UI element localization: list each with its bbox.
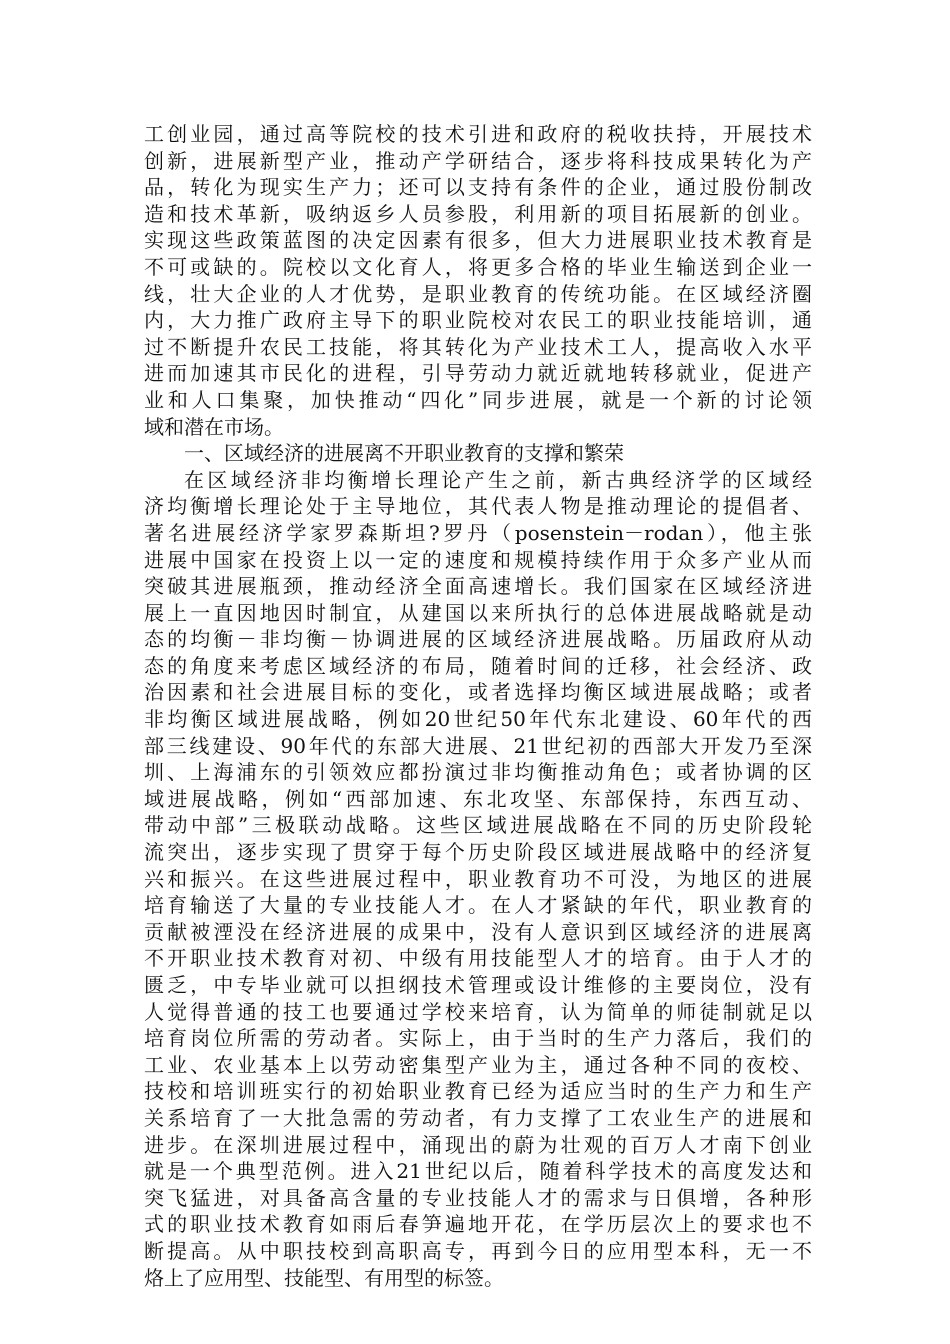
text-line: 技校和培训班实行的初始职业教育已经为适应当时的生产力和生产 <box>144 1079 812 1104</box>
text-line: 人觉得普通的技工也要通过学校来培育，认为简单的师徒制就足以 <box>144 999 812 1024</box>
text-line: 进步。在深圳进展过程中，涌现出的蔚为壮观的百万人才南下创业 <box>144 1132 812 1157</box>
text-line: 圳、上海浦东的引领效应都扮演过非均衡推动角色；或者协调的区 <box>144 760 812 785</box>
text-line: 态的均衡－非均衡－协调进展的区域经济进展战略。历届政府从动 <box>144 627 812 652</box>
document-body <box>144 121 812 1291</box>
text-line: 一、区域经济的进展离不开职业教育的支撑和繁荣 <box>184 441 624 466</box>
text-line: 创新，进展新型产业，推动产学研结合，逐步将科技成果转化为产 <box>144 148 812 173</box>
text-line: 线，壮大企业的人才优势，是职业教育的传统功能。在区域经济圈 <box>144 281 812 306</box>
text-line: 部三线建设、90年代的东部大进展、21世纪初的西部大开发乃至深 <box>144 733 812 758</box>
text-line: 就是一个典型范例。进入21世纪以后，随着科学技术的高度发达和 <box>144 1159 812 1184</box>
text-line: 域和潜在市场。 <box>144 414 284 439</box>
text-line: 态的角度来考虑区域经济的布局，随着时间的迁移，社会经济、政 <box>144 653 812 678</box>
text-line: 治因素和社会进展目标的变化，或者选择均衡区域进展战略；或者 <box>144 680 812 705</box>
paragraph <box>144 121 812 440</box>
text-line: 关系培育了一大批急需的劳动者，有力支撑了工农业生产的进展和 <box>144 1105 812 1130</box>
text-line: 造和技术革新，吸纳返乡人员参股，利用新的项目拓展新的创业。 <box>144 201 812 226</box>
section-heading <box>144 440 812 467</box>
text-line: 济均衡增长理论处于主导地位，其代表人物是推动理论的提倡者、 <box>144 494 812 519</box>
text-line: 不开职业技术教育对初、中级有用技能型人才的培育。由于人才的 <box>144 946 812 971</box>
text-line: 著名进展经济学家罗森斯坦?罗丹（posenstein－rodan），他主张 <box>144 520 812 545</box>
text-line: 带动中部”三极联动战略。这些区域进展战略在不同的历史阶段轮 <box>144 813 812 838</box>
text-line: 域进展战略，例如“西部加速、东北攻坚、东部保持，东西互动、 <box>144 786 812 811</box>
paragraph <box>144 467 812 1291</box>
text-line: 式的职业技术教育如雨后春笋遍地开花，在学历层次上的要求也不 <box>144 1212 812 1237</box>
text-line: 烙上了应用型、技能型、有用型的标签。 <box>144 1265 504 1290</box>
text-line: 进展中国家在投资上以一定的速度和规模持续作用于众多产业从而 <box>144 547 812 572</box>
text-line: 工业、农业基本上以劳动密集型产业为主，通过各种不同的夜校、 <box>144 1052 812 1077</box>
text-line: 突破其进展瓶颈，推动经济全面高速增长。我们国家在区域经济进 <box>144 574 812 599</box>
text-line: 匮乏，中专毕业就可以担纲技术管理或设计维修的主要岗位，没有 <box>144 973 812 997</box>
text-line: 不可或缺的。院校以文化育人，将更多合格的毕业生输送到企业一 <box>144 254 812 279</box>
text-line: 培育输送了大量的专业技能人才。在人才紧缺的年代，职业教育的 <box>144 893 812 918</box>
text-line: 实现这些政策蓝图的决定因素有很多，但大力进展职业技术教育是 <box>144 228 812 253</box>
text-line: 兴和振兴。在这些进展过程中，职业教育功不可没，为地区的进展 <box>144 866 812 891</box>
text-line: 贡献被湮没在经济进展的成果中，没有人意识到区域经济的进展离 <box>144 919 812 944</box>
text-line: 业和人口集聚，加快推动“四化”同步进展，就是一个新的讨论领 <box>144 387 812 412</box>
text-line: 进而加速其市民化的进程，引导劳动力就近就地转移就业，促进产 <box>144 361 812 386</box>
text-line: 工创业园，通过高等院校的技术引进和政府的税收扶持，开展技术 <box>144 122 812 146</box>
text-line: 内，大力推广政府主导下的职业院校对农民工的职业技能培训，通 <box>144 308 812 333</box>
text-line: 培育岗位所需的劳动者。实际上，由于当时的生产力落后，我们的 <box>144 1026 812 1051</box>
text-line: 在区域经济非均衡增长理论产生之前，新古典经济学的区域经 <box>184 467 812 492</box>
text-line: 过不断提升农民工技能，将其转化为产业技术工人，提高收入水平 <box>144 334 812 359</box>
text-line: 流突出，逐步实现了贯穿于每个历史阶段区域进展战略中的经济复 <box>144 840 812 865</box>
text-line: 非均衡区域进展战略，例如20世纪50年代东北建设、60年代的西 <box>144 707 812 732</box>
text-line: 断提高。从中职技校到高职高专，再到今日的应用型本科，无一不 <box>144 1238 812 1263</box>
text-line: 品，转化为现实生产力；还可以支持有条件的企业，通过股份制改 <box>144 175 812 200</box>
text-line: 展上一直因地因时制宜，从建国以来所执行的总体进展战略就是动 <box>144 600 812 625</box>
text-line: 突飞猛进，对具备高含量的专业技能人才的需求与日俱增，各种形 <box>144 1185 812 1210</box>
